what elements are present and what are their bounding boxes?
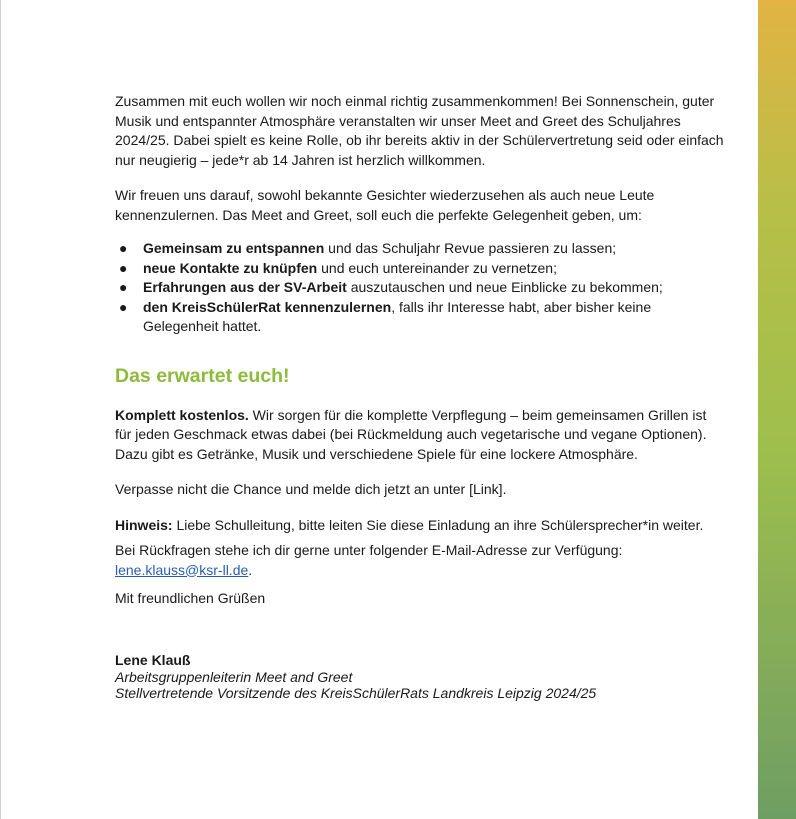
intro-paragraph-2: Wir freuen uns darauf, sowohl bekannte Gesichter wiederzusehen als auch neue Leute kennenzulernen. Das Meet and Greet, soll euch die perfekte Gelegenheit geben, um:: [115, 187, 655, 223]
list-item-text: und euch untereinander zu vernetzen;: [317, 259, 557, 276]
list-item-text: und das Schuljahr Revue passieren zu lassen;: [324, 240, 617, 256]
hint-text: Liebe Schulleitung, bitte leiten Sie diese Einladung an ihre Schülersprecher*in weiter.: [172, 516, 704, 533]
bullet-icon: ●: [119, 240, 128, 256]
list-item: [115, 278, 725, 298]
offer-bold: Komplett kostenlos.: [115, 406, 249, 423]
hint-paragraph: [115, 516, 725, 536]
list-item-bold: Gemeinsam zu entspannen: [143, 240, 325, 256]
offer-paragraph: [115, 406, 725, 465]
contact-paragraph: [115, 541, 725, 580]
contact-text: Bei Rückfragen stehe ich dir gerne unter folgender E-Mail-Adresse zur Verfügung:: [115, 542, 623, 558]
signature-name: Lene Klauß: [115, 651, 191, 668]
list-item-text: , falls ihr Interesse habt, aber bisher keine Gelegenheit hattet.: [143, 298, 652, 334]
page-edge: [0, 0, 1, 819]
offer-text: Wir sorgen für die komplette Verpflegung – beim gemeinsamen Grillen ist für jeden Geschmack etwas dabei (bei Rückmeldung auch vegetarische und vegane Optionen). Dazu gibt es Getränke, Musik und verschiedene Spiele für eine lockere Atmosphäre.: [115, 406, 707, 462]
section-heading: Das erwartet euch!: [115, 364, 290, 387]
list-item-bold: Erfahrungen aus der SV-Arbeit: [143, 279, 347, 295]
list-item: [115, 239, 725, 259]
signature-role-2: Stellvertretende Vorsitzende des KreisSchülerRats Landkreis Leipzig 2024/25: [115, 684, 597, 701]
bullet-icon: ●: [119, 298, 128, 315]
contact-end: .: [248, 561, 253, 578]
intro-paragraph: Zusammen mit euch wollen wir noch einmal richtig zusammenkommen! Bei Sonnenschein, guter Musik und entspannter Atmosphäre veranstalten wir unser Meet and Greet des Schuljahres 2024/25. Dabei spielt es keine Rolle, ob ihr bereits aktiv in der Schülervertretung seid oder einfach nur neugierig – jede*r ab 14 Jahren ist herzlich willkommen.: [115, 93, 724, 168]
signature-role-1: Arbeitsgruppenleiterin Meet and Greet: [115, 668, 353, 685]
list-item-bold: neue Kontakte zu knüpfen: [143, 259, 318, 276]
list-item: [115, 259, 725, 279]
list-item-text: auszutauschen und neue Einblicke zu bekommen;: [346, 279, 663, 295]
closing-greeting: Mit freundlichen Grüßen: [115, 590, 266, 606]
decorative-gradient-bar: [758, 0, 796, 819]
list-item-bold: den KreisSchülerRat kennenzulernen: [143, 298, 392, 315]
list-item: [115, 298, 725, 337]
hint-bold: Hinweis:: [115, 516, 173, 533]
bullet-icon: ●: [119, 259, 128, 276]
bullet-icon: ●: [119, 279, 128, 295]
register-paragraph: Verpasse nicht die Chance und melde dich jetzt an unter [Link].: [115, 481, 507, 497]
letter-body: [115, 92, 725, 701]
goals-list: [115, 239, 725, 337]
email-link[interactable]: lene.klauss@ksr-ll.de: [115, 561, 249, 578]
